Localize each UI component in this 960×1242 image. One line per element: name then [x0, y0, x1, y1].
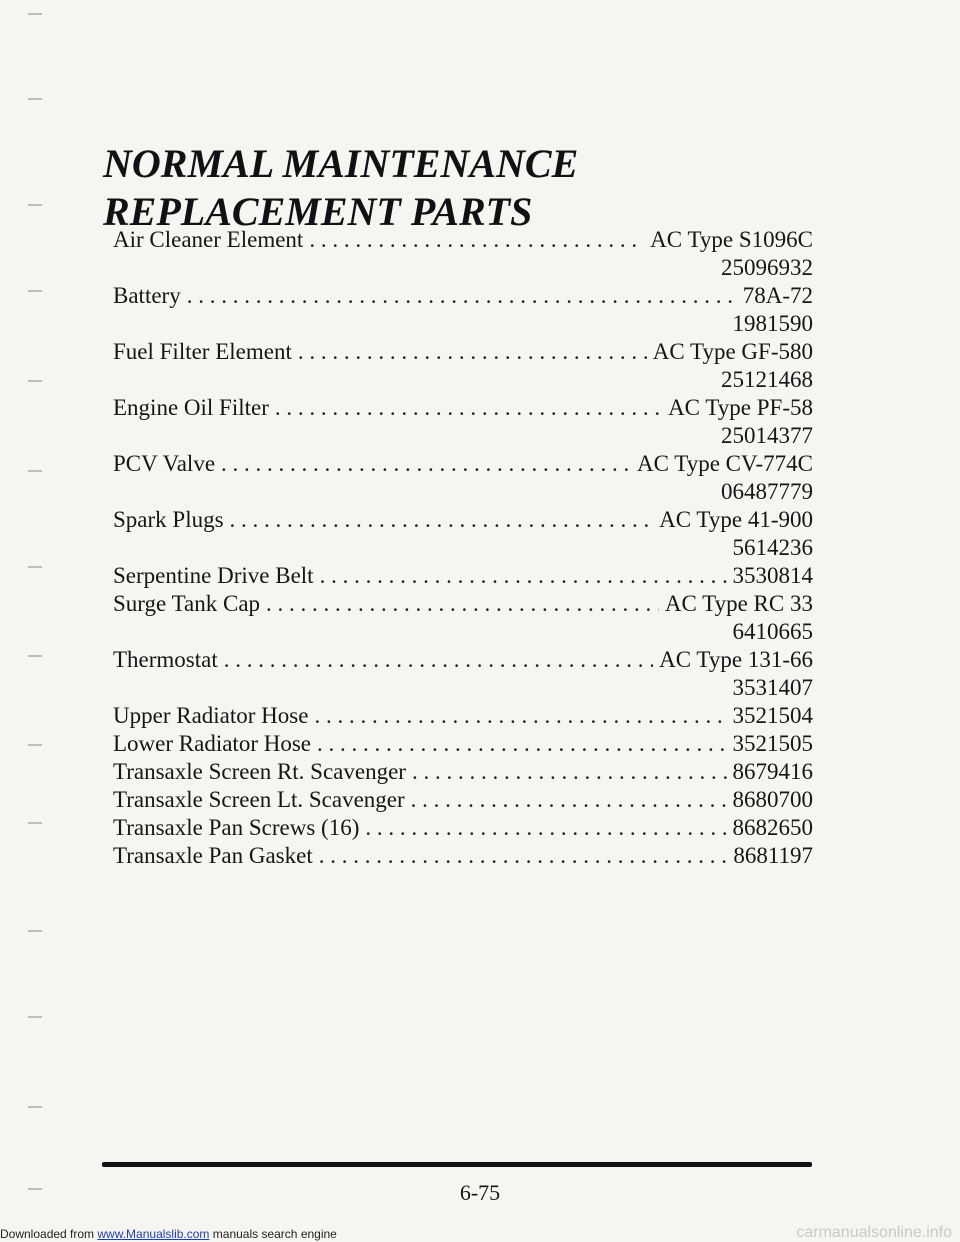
margin-mark: [28, 470, 42, 472]
dot-leader: [266, 590, 659, 618]
page-title: NORMAL MAINTENANCE REPLACEMENT PARTS: [103, 141, 579, 234]
part-value: 3530814: [732, 563, 813, 588]
part-value: AC Type RC 33: [664, 591, 813, 616]
part-value: 78A-72: [742, 283, 813, 308]
part-value: 3521504: [732, 703, 813, 728]
part-value: AC Type GF-580: [652, 339, 813, 364]
part-value: AC Type PF-58: [668, 395, 813, 420]
download-note-suffix: manuals search engine: [209, 1227, 337, 1241]
part-row: [113, 338, 813, 366]
margin-mark: [28, 744, 42, 746]
dot-leader: [298, 338, 647, 366]
part-name: Battery: [113, 283, 181, 308]
part-row: [113, 282, 813, 310]
part-row: [113, 394, 813, 422]
part-name: Transaxle Pan Gasket: [113, 843, 313, 868]
part-value: AC Type CV-774C: [636, 451, 813, 476]
part-number: 6410665: [732, 619, 813, 644]
dot-leader: [320, 562, 727, 590]
dot-leader: [411, 786, 727, 814]
part-row: [113, 562, 813, 590]
part-number: 25121468: [721, 367, 813, 392]
footer-rule: [102, 1162, 812, 1167]
watermark: carmanualsonline.info: [796, 1224, 952, 1241]
part-name: Air Cleaner Element: [113, 227, 304, 252]
part-row: [113, 646, 813, 674]
part-number: 5614236: [732, 535, 813, 560]
part-row: [113, 730, 813, 758]
part-name: Transaxle Pan Screws (16): [113, 815, 360, 840]
parts-list: [113, 226, 813, 870]
part-value: AC Type 131-66: [659, 647, 813, 672]
part-name: Transaxle Screen Lt. Scavenger: [113, 787, 405, 812]
margin-mark: [28, 380, 42, 382]
part-number: 3531407: [732, 675, 813, 700]
part-row: [113, 702, 813, 730]
part-name: Transaxle Screen Rt. Scavenger: [113, 759, 406, 784]
part-name: Thermostat: [113, 647, 218, 672]
part-row: [113, 842, 813, 870]
margin-mark: [28, 290, 42, 292]
margin-mark: [28, 1106, 42, 1108]
part-value: AC Type S1096C: [650, 227, 813, 252]
margin-mark: [28, 655, 42, 657]
part-value: 8681197: [733, 843, 813, 868]
part-name: Fuel Filter Element: [113, 339, 292, 364]
margin-mark: [28, 98, 42, 100]
part-row: [113, 758, 813, 786]
part-name: Lower Radiator Hose: [113, 731, 311, 756]
part-value: 8682650: [732, 815, 813, 840]
part-row: [113, 814, 813, 842]
part-name: Surge Tank Cap: [113, 591, 261, 616]
part-name: Engine Oil Filter: [113, 395, 269, 420]
part-row: [113, 226, 813, 254]
part-row: [113, 450, 813, 478]
dot-leader: [317, 730, 727, 758]
download-note-prefix: Downloaded from: [0, 1227, 98, 1241]
margin-mark: [28, 566, 42, 568]
part-name: Spark Plugs: [113, 507, 224, 532]
part-value: 8680700: [732, 787, 813, 812]
part-row: [113, 506, 813, 534]
part-number: 25096932: [721, 255, 813, 280]
dot-leader: [230, 506, 654, 534]
part-number: 1981590: [732, 311, 813, 336]
part-row: [113, 590, 813, 618]
margin-mark: [28, 930, 42, 932]
dot-leader: [224, 646, 653, 674]
download-note: [0, 1226, 337, 1242]
part-row: [113, 786, 813, 814]
part-value: AC Type 41-900: [659, 507, 813, 532]
dot-leader: [187, 282, 737, 310]
dot-leader: [412, 758, 727, 786]
dot-leader: [275, 394, 662, 422]
part-number: 25014377: [721, 423, 813, 448]
dot-leader: [221, 450, 631, 478]
part-value: 3521505: [732, 731, 813, 756]
dot-leader: [314, 702, 726, 730]
margin-mark: [28, 822, 42, 824]
dot-leader: [309, 226, 644, 254]
part-name: PCV Valve: [113, 451, 216, 476]
page-number: 6-75: [459, 1180, 501, 1205]
margin-mark: [28, 204, 42, 206]
part-name: Serpentine Drive Belt: [113, 563, 314, 588]
margin-mark: [28, 1016, 42, 1018]
dot-leader: [319, 842, 728, 870]
margin-mark: [28, 13, 42, 15]
manualslib-link[interactable]: www.Manualslib.com: [97, 1227, 210, 1241]
part-value: 8679416: [732, 759, 813, 784]
dot-leader: [365, 814, 726, 842]
part-number: 06487779: [721, 479, 813, 504]
part-name: Upper Radiator Hose: [113, 703, 309, 728]
